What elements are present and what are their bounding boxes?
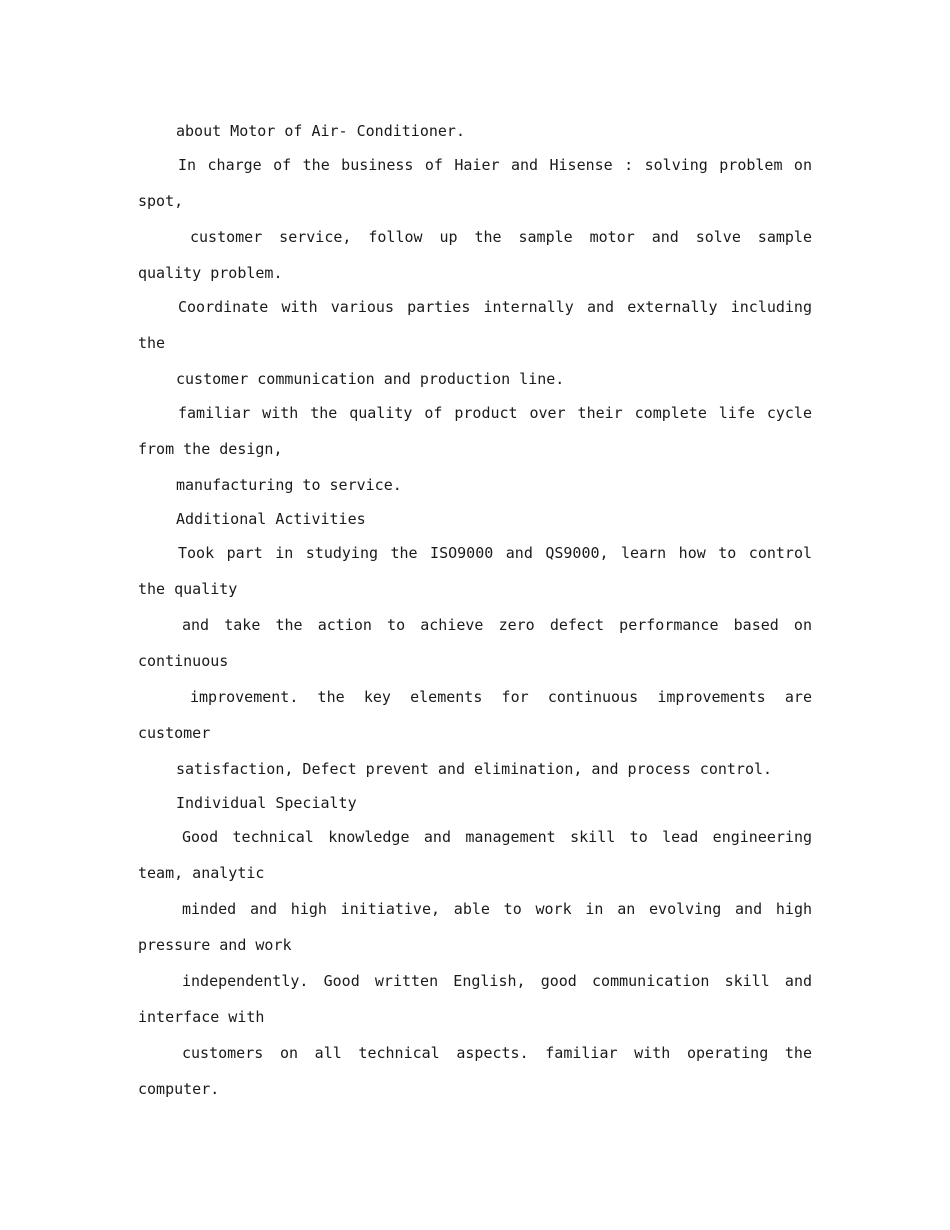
text-line: pressure and work — [138, 936, 292, 954]
text-line: interface with — [138, 1008, 265, 1026]
text-line: the — [138, 334, 166, 352]
text-line: from the design, — [138, 440, 283, 458]
text-line: computer. — [138, 1080, 220, 1098]
text-line: the quality — [138, 580, 238, 598]
text-line: about Motor of Air- Conditioner. — [176, 122, 465, 140]
text-line: quality problem. — [138, 264, 283, 282]
text-line: customers on all technical aspects. familiar with operating the — [182, 1044, 812, 1062]
text-line: customer service, follow up the sample motor and solve sample — [190, 228, 812, 246]
text-line: continuous — [138, 652, 229, 670]
text-line: Good technical knowledge and management skill to lead engineering — [182, 828, 812, 846]
text-line: team, analytic — [138, 864, 265, 882]
text-line: customer communication and production line. — [176, 370, 565, 388]
section-heading: Individual Specialty — [176, 794, 357, 812]
text-line: In charge of the business of Haier and Hisense : solving problem on — [178, 156, 812, 174]
text-line: spot, — [138, 192, 184, 210]
text-line: Coordinate with various parties internally and externally including — [178, 298, 812, 316]
text-line: satisfaction, Defect prevent and elimination, and process control. — [176, 760, 773, 778]
text-line: independently. Good written English, good communication skill and — [182, 972, 812, 990]
text-line: customer — [138, 724, 211, 742]
text-line: and take the action to achieve zero defect performance based on — [182, 616, 812, 634]
text-line: familiar with the quality of product over their complete life cycle — [178, 404, 812, 422]
section-heading: Additional Activities — [176, 510, 366, 528]
text-line: minded and high initiative, able to work in an evolving and high — [182, 900, 812, 918]
text-line: manufacturing to service. — [176, 476, 402, 494]
text-line: Took part in studying the ISO9000 and QS9000, learn how to control — [178, 544, 812, 562]
text-line: improvement. the key elements for continuous improvements are — [190, 688, 812, 706]
document-body — [138, 117, 812, 1111]
